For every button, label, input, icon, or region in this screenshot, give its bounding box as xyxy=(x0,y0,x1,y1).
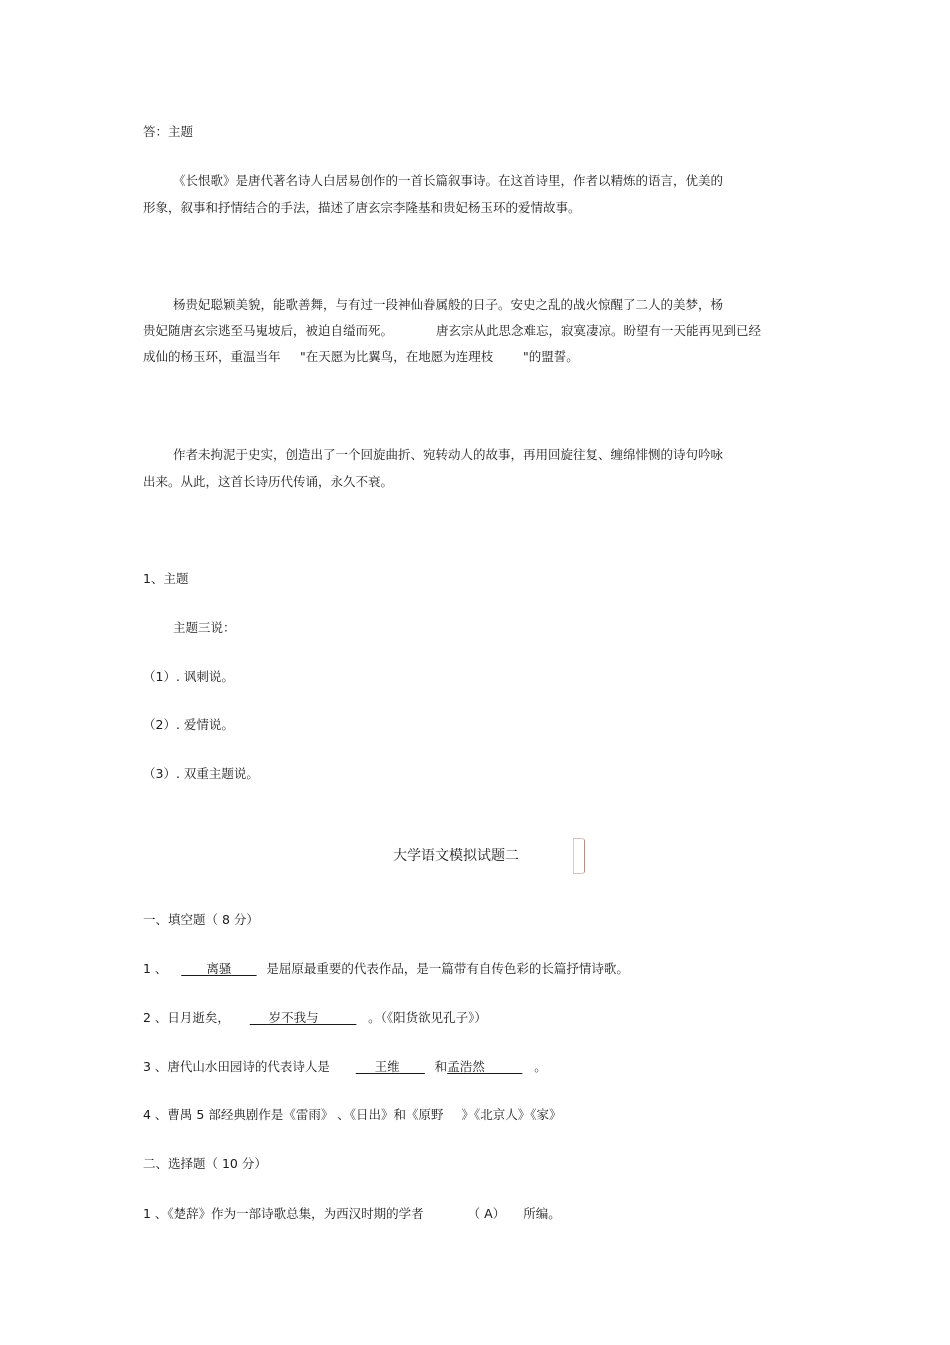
q1-rest: 是屈原最重要的代表作品，是一篇带有自传色彩的长篇抒情诗歌。 xyxy=(266,961,629,976)
answer-heading: 答：主题 xyxy=(143,124,194,139)
q2-text: 2 、日月逝矣， xyxy=(143,1010,230,1025)
story-line-1: 杨贵妃聪颖美貌，能歌善舞，与有过一段神仙眷属般的日子。安史之乱的战火惊醒了二人的美梦，杨 xyxy=(173,297,724,312)
theme-item-2: （2）. 爱情说。 xyxy=(143,717,234,732)
story-line-3a: 成仙的杨玉环，重温当年 xyxy=(143,349,281,364)
story-line-3b: "在天愿为比翼鸟，在地愿为连理枝 xyxy=(300,349,494,364)
fill-question-3 xyxy=(143,1059,547,1075)
choice-q1-text: 1 、《楚辞》作为一部诗歌总集，为西汉时期的学者 xyxy=(143,1206,424,1221)
fill-question-2 xyxy=(143,1010,487,1026)
q4-rest: 》《北京人》《家》 xyxy=(461,1107,562,1122)
choice-q1-answer: （ A） xyxy=(467,1206,506,1221)
ending-line-1: 作者未拘泥于史实，创造出了一个回旋曲折、宛转动人的故事，再用回旋往复、缠绵悱恻的诗句吟咏 xyxy=(173,447,724,462)
q2-rest: 。（《阳货欲见孔子》） xyxy=(368,1010,487,1025)
q3-answer-2: 孟浩然______ xyxy=(447,1059,523,1074)
fill-question-1 xyxy=(143,961,629,977)
theme-subheading: 主题三说： xyxy=(173,620,236,635)
ending-line-2: 出来。从此，这首长诗历代传诵，永久不衰。 xyxy=(143,474,394,489)
story-line-2b: 唐玄宗从此思念难忘，寂寞凄凉。盼望有一天能再见到已经 xyxy=(436,323,762,338)
part1-heading: 一、填空题（ 8 分） xyxy=(143,912,259,927)
q1-number: 1 、 xyxy=(143,961,168,976)
q3-text: 3 、唐代山水田园诗的代表诗人是 xyxy=(143,1059,330,1074)
q1-answer: ____离骚____ xyxy=(181,961,257,976)
q3-end: 。 xyxy=(534,1059,547,1074)
part2-heading: 二、选择题（ 10 分） xyxy=(143,1156,267,1171)
theme-heading: 1、主题 xyxy=(143,571,189,586)
q3-and: 和 xyxy=(434,1059,448,1074)
theme-item-1: （1）. 讽刺说。 xyxy=(143,669,234,684)
q4-text: 4 、曹禺 5 部经典剧作是《雷雨》 、《日出》和《原野 xyxy=(143,1107,444,1122)
q3-answer-1: ___王维____ xyxy=(355,1059,425,1074)
intro-line-1: 《长恨歌》是唐代著名诗人白居易创作的一首长篇叙事诗。在这首诗里，作者以精炼的语言，优美的 xyxy=(173,173,724,188)
fill-question-4 xyxy=(143,1107,562,1123)
exam-title: 大学语文模拟试题二 xyxy=(393,848,519,864)
bracket-mark xyxy=(573,838,585,874)
theme-item-3: （3）. 双重主题说。 xyxy=(143,766,259,781)
q2-answer: ___岁不我与______ xyxy=(249,1010,357,1025)
choice-q1-rest: 所编。 xyxy=(523,1206,561,1221)
story-line-2a: 贵妃随唐玄宗逃至马嵬坡后，被迫自缢而死。 xyxy=(143,323,394,338)
intro-line-2: 形象，叙事和抒情结合的手法，描述了唐玄宗李隆基和贵妃杨玉环的爱情故事。 xyxy=(143,200,581,215)
story-line-3c: "的盟誓。 xyxy=(523,349,579,364)
choice-question-1 xyxy=(143,1206,561,1222)
